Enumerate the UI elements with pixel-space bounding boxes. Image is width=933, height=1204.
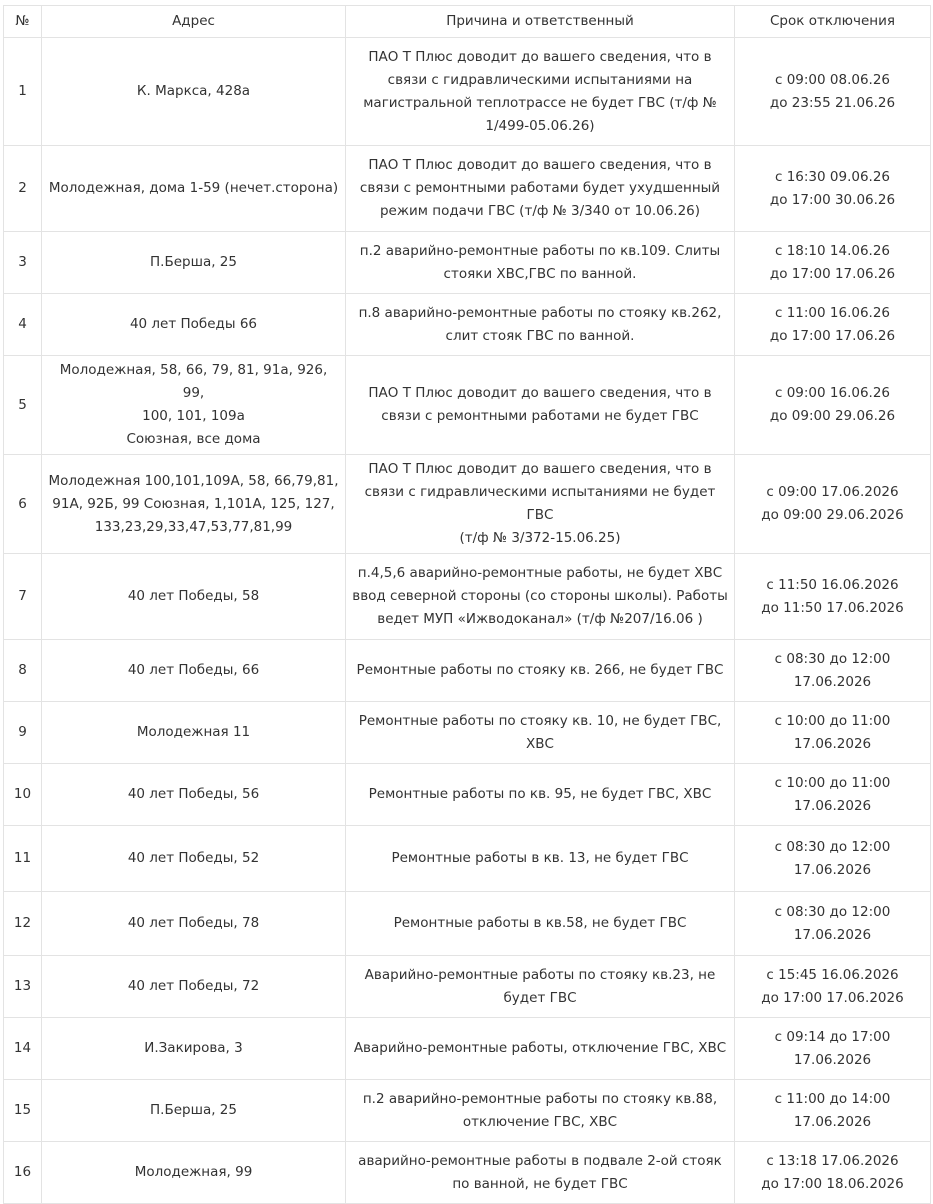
row-address: 40 лет Победы, 78 [42, 892, 346, 956]
row-period: с 08:30 до 12:00 17.06.2026 [735, 640, 931, 702]
row-number: 4 [4, 294, 42, 356]
row-period: с 09:00 08.06.26 до 23:55 21.06.26 [735, 38, 931, 146]
row-period: с 08:30 до 12:00 17.06.2026 [735, 892, 931, 956]
row-address: П.Берша, 25 [42, 232, 346, 294]
row-number: 16 [4, 1142, 42, 1204]
table-row [4, 356, 931, 455]
row-period: с 10:00 до 11:00 17.06.2026 [735, 702, 931, 764]
row-reason: Аварийно-ремонтные работы по стояку кв.23, не будет ГВС [346, 956, 735, 1018]
row-reason: Ремонтные работы в кв.58, не будет ГВС [346, 892, 735, 956]
table-row [4, 38, 931, 146]
row-reason: ПАО Т Плюс доводит до вашего сведения, что в связи с гидравлическими испытаниями не будет ГВС (т/ф № 3/372-15.06.25) [346, 455, 735, 554]
row-reason: Ремонтные работы по стояку кв. 266, не будет ГВС [346, 640, 735, 702]
row-number: 11 [4, 826, 42, 892]
row-period: с 18:10 14.06.26 до 17:00 17.06.26 [735, 232, 931, 294]
table-row [4, 892, 931, 956]
row-reason: Ремонтные работы в кв. 13, не будет ГВС [346, 826, 735, 892]
row-address: Молодежная, 58, 66, 79, 81, 91а, 926, 99, 100, 101, 109а Союзная, все дома [42, 356, 346, 455]
header-reason: Причина и ответственный [346, 6, 735, 38]
row-address: Молодежная, дома 1-59 (нечет.сторона) [42, 146, 346, 232]
row-address: Молодежная, 99 [42, 1142, 346, 1204]
row-number: 8 [4, 640, 42, 702]
table-row [4, 146, 931, 232]
row-reason: ПАО Т Плюс доводит до вашего сведения, что в связи с ремонтными работами будет ухудшенный режим подачи ГВС (т/ф № 3/340 от 10.06.26) [346, 146, 735, 232]
row-period: с 09:00 17.06.2026 до 09:00 29.06.2026 [735, 455, 931, 554]
table-row [4, 294, 931, 356]
row-number: 3 [4, 232, 42, 294]
row-reason: Аварийно-ремонтные работы, отключение ГВС, ХВС [346, 1018, 735, 1080]
row-period: с 16:30 09.06.26 до 17:00 30.06.26 [735, 146, 931, 232]
row-period: с 11:00 16.06.26 до 17:00 17.06.26 [735, 294, 931, 356]
row-period: с 09:14 до 17:00 17.06.2026 [735, 1018, 931, 1080]
row-address: П.Берша, 25 [42, 1080, 346, 1142]
row-number: 1 [4, 38, 42, 146]
row-number: 15 [4, 1080, 42, 1142]
table-row [4, 455, 931, 554]
row-period: с 09:00 16.06.26 до 09:00 29.06.26 [735, 356, 931, 455]
row-period: с 15:45 16.06.2026 до 17:00 17.06.2026 [735, 956, 931, 1018]
table-row [4, 640, 931, 702]
header-number: № [4, 6, 42, 38]
row-reason: Ремонтные работы по кв. 95, не будет ГВС, ХВС [346, 764, 735, 826]
row-address: 40 лет Победы, 56 [42, 764, 346, 826]
row-reason: п.8 аварийно-ремонтные работы по стояку кв.262, слит стояк ГВС по ванной. [346, 294, 735, 356]
header-address: Адрес [42, 6, 346, 38]
row-reason: Ремонтные работы по стояку кв. 10, не будет ГВС, ХВС [346, 702, 735, 764]
row-address: Молодежная 11 [42, 702, 346, 764]
row-number: 13 [4, 956, 42, 1018]
table-row [4, 1018, 931, 1080]
row-address: 40 лет Победы, 52 [42, 826, 346, 892]
row-number: 2 [4, 146, 42, 232]
row-reason: ПАО Т Плюс доводит до вашего сведения, что в связи с гидравлическими испытаниями на магистральной теплотрассе не будет ГВС (т/ф № 1/499-05.06.26) [346, 38, 735, 146]
header-row [4, 6, 931, 38]
table-row [4, 1142, 931, 1204]
row-reason: ПАО Т Плюс доводит до вашего сведения, что в связи с ремонтными работами не будет ГВС [346, 356, 735, 455]
row-reason: п.2 аварийно-ремонтные работы по кв.109. Слиты стояки ХВС,ГВС по ванной. [346, 232, 735, 294]
row-address: 40 лет Победы, 66 [42, 640, 346, 702]
table-row [4, 764, 931, 826]
row-address: Молодежная 100,101,109А, 58, 66,79,81, 91А, 92Б, 99 Союзная, 1,101А, 125, 127, 133,23,29,33,47,53,77,81,99 [42, 455, 346, 554]
row-reason: аварийно-ремонтные работы в подвале 2-ой стояк по ванной, не будет ГВС [346, 1142, 735, 1204]
table-row [4, 554, 931, 640]
outage-table [3, 5, 931, 1204]
row-number: 7 [4, 554, 42, 640]
row-period: с 11:50 16.06.2026 до 11:50 17.06.2026 [735, 554, 931, 640]
row-reason: п.2 аварийно-ремонтные работы по стояку кв.88, отключение ГВС, ХВС [346, 1080, 735, 1142]
row-address: 40 лет Победы 66 [42, 294, 346, 356]
row-address: 40 лет Победы, 72 [42, 956, 346, 1018]
row-reason: п.4,5,6 аварийно-ремонтные работы, не будет ХВС ввод северной стороны (со стороны школы). Работы ведет МУП «Ижводоканал» (т/ф №207/16.06 ) [346, 554, 735, 640]
table-row [4, 1080, 931, 1142]
table-row [4, 826, 931, 892]
row-number: 5 [4, 356, 42, 455]
row-address: И.Закирова, 3 [42, 1018, 346, 1080]
table-row [4, 702, 931, 764]
row-address: 40 лет Победы, 58 [42, 554, 346, 640]
row-period: с 10:00 до 11:00 17.06.2026 [735, 764, 931, 826]
row-number: 10 [4, 764, 42, 826]
row-number: 6 [4, 455, 42, 554]
row-period: с 13:18 17.06.2026 до 17:00 18.06.2026 [735, 1142, 931, 1204]
table-row [4, 956, 931, 1018]
row-number: 12 [4, 892, 42, 956]
row-address: К. Маркса, 428а [42, 38, 346, 146]
row-number: 14 [4, 1018, 42, 1080]
row-period: с 08:30 до 12:00 17.06.2026 [735, 826, 931, 892]
row-number: 9 [4, 702, 42, 764]
table-row [4, 232, 931, 294]
row-period: с 11:00 до 14:00 17.06.2026 [735, 1080, 931, 1142]
header-period: Срок отключения [735, 6, 931, 38]
